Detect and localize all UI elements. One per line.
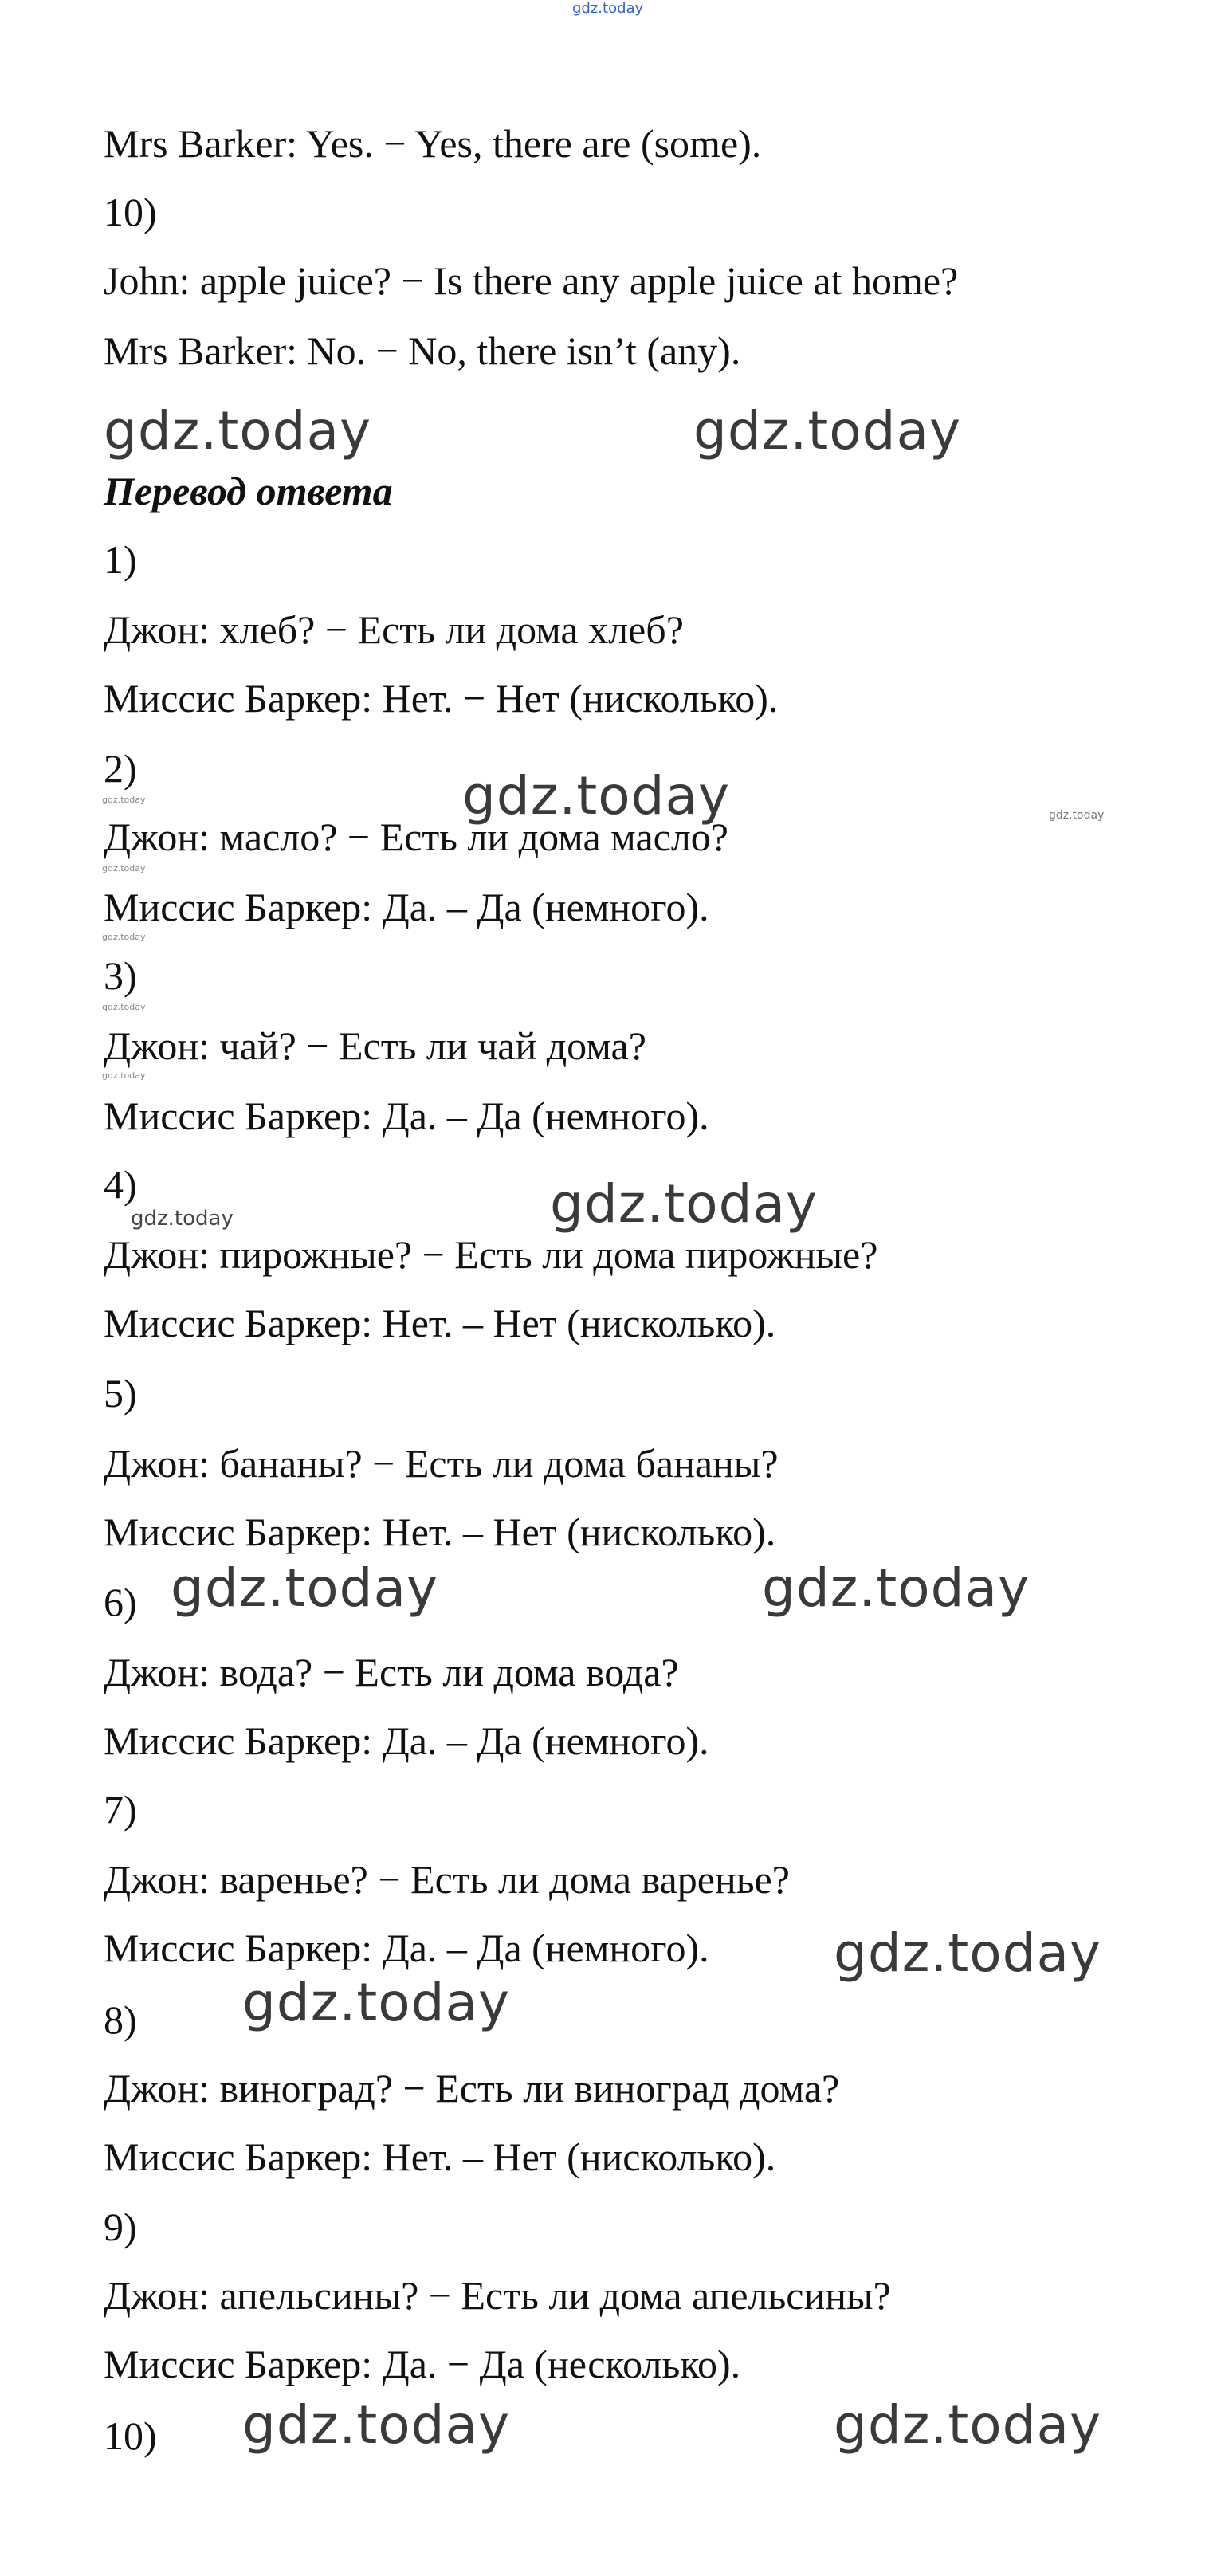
item-number: 10): [104, 190, 157, 234]
watermark: gdz.today: [102, 1070, 146, 1081]
item-number: 3): [104, 953, 137, 998]
watermark: gdz.today: [131, 1207, 234, 1231]
translation-line: Миссис Баркер: Нет. – Нет (нисколько).: [104, 1510, 776, 1554]
watermark: gdz.today: [242, 2394, 511, 2456]
watermark: gdz.today: [693, 400, 962, 461]
translation-line: Миссис Баркер: Да. – Да (немного).: [104, 885, 709, 929]
watermark: gdz.today: [462, 765, 731, 827]
item-number: 10): [104, 2413, 157, 2458]
translation-line: Джон: чай? − Есть ли чай дома?: [104, 1023, 646, 1068]
translation-line: Миссис Баркер: Нет. – Нет (нисколько).: [104, 2134, 776, 2179]
watermark: gdz.today: [102, 863, 146, 874]
translation-line: Миссис Баркер: Нет. − Нет (нисколько).: [104, 676, 779, 721]
translation-line: Миссис Баркер: Да. – Да (немного).: [104, 1926, 709, 1970]
translation-line: Джон: бананы? − Есть ли дома бананы?: [104, 1441, 779, 1486]
item-number: 5): [104, 1371, 137, 1416]
translation-line: Джон: хлеб? − Есть ли дома хлеб?: [104, 607, 684, 652]
item-number: 4): [104, 1162, 137, 1207]
item-number: 9): [104, 2205, 137, 2249]
translation-line: Миссис Баркер: Нет. – Нет (нисколько).: [104, 1301, 776, 1345]
watermark: gdz.today: [102, 1002, 146, 1012]
translation-line: Джон: пирожные? − Есть ли дома пирожные?: [104, 1232, 878, 1277]
item-number: 2): [104, 746, 137, 791]
watermark: gdz.today: [1049, 809, 1105, 822]
watermark: gdz.today: [102, 932, 146, 942]
watermark: gdz.today: [550, 1173, 819, 1235]
watermark: gdz.today: [104, 400, 372, 461]
translation-line: Джон: виноград? − Есть ли виноград дома?: [104, 2066, 840, 2111]
watermark: gdz.today: [834, 1922, 1102, 1984]
item-number: 7): [104, 1787, 137, 1832]
watermark: gdz.today: [762, 1557, 1031, 1619]
section-heading: Перевод ответа: [104, 469, 393, 513]
answer-line: Mrs Barker: Yes. − Yes, there are (some).: [104, 121, 762, 166]
translation-line: Миссис Баркер: Да. − Да (несколько).: [104, 2342, 741, 2386]
translation-line: Джон: вода? − Есть ли дома вода?: [104, 1650, 679, 1694]
watermark: gdz.today: [102, 795, 146, 805]
watermark: gdz.today: [242, 1972, 511, 2033]
translation-line: Миссис Баркер: Да. – Да (немного).: [104, 1094, 709, 1138]
watermark: gdz.today: [171, 1557, 439, 1619]
translation-line: Джон: варенье? − Есть ли дома варенье?: [104, 1857, 790, 1902]
answer-line: Mrs Barker: No. − No, there isn’t (any).: [104, 328, 741, 373]
watermark: gdz.today: [572, 0, 644, 17]
item-number: 1): [104, 537, 137, 582]
translation-line: Джон: апельсины? − Есть ли дома апельсины?: [104, 2273, 891, 2318]
translation-line: Миссис Баркер: Да. – Да (немного).: [104, 1718, 709, 1763]
translation-line: Джон: масло? − Есть ли дома масло?: [104, 815, 728, 859]
item-number: 6): [104, 1580, 137, 1624]
item-number: 8): [104, 1997, 137, 2042]
answer-line: John: apple juice? − Is there any apple juice at home?: [104, 258, 959, 303]
watermark: gdz.today: [834, 2394, 1102, 2456]
